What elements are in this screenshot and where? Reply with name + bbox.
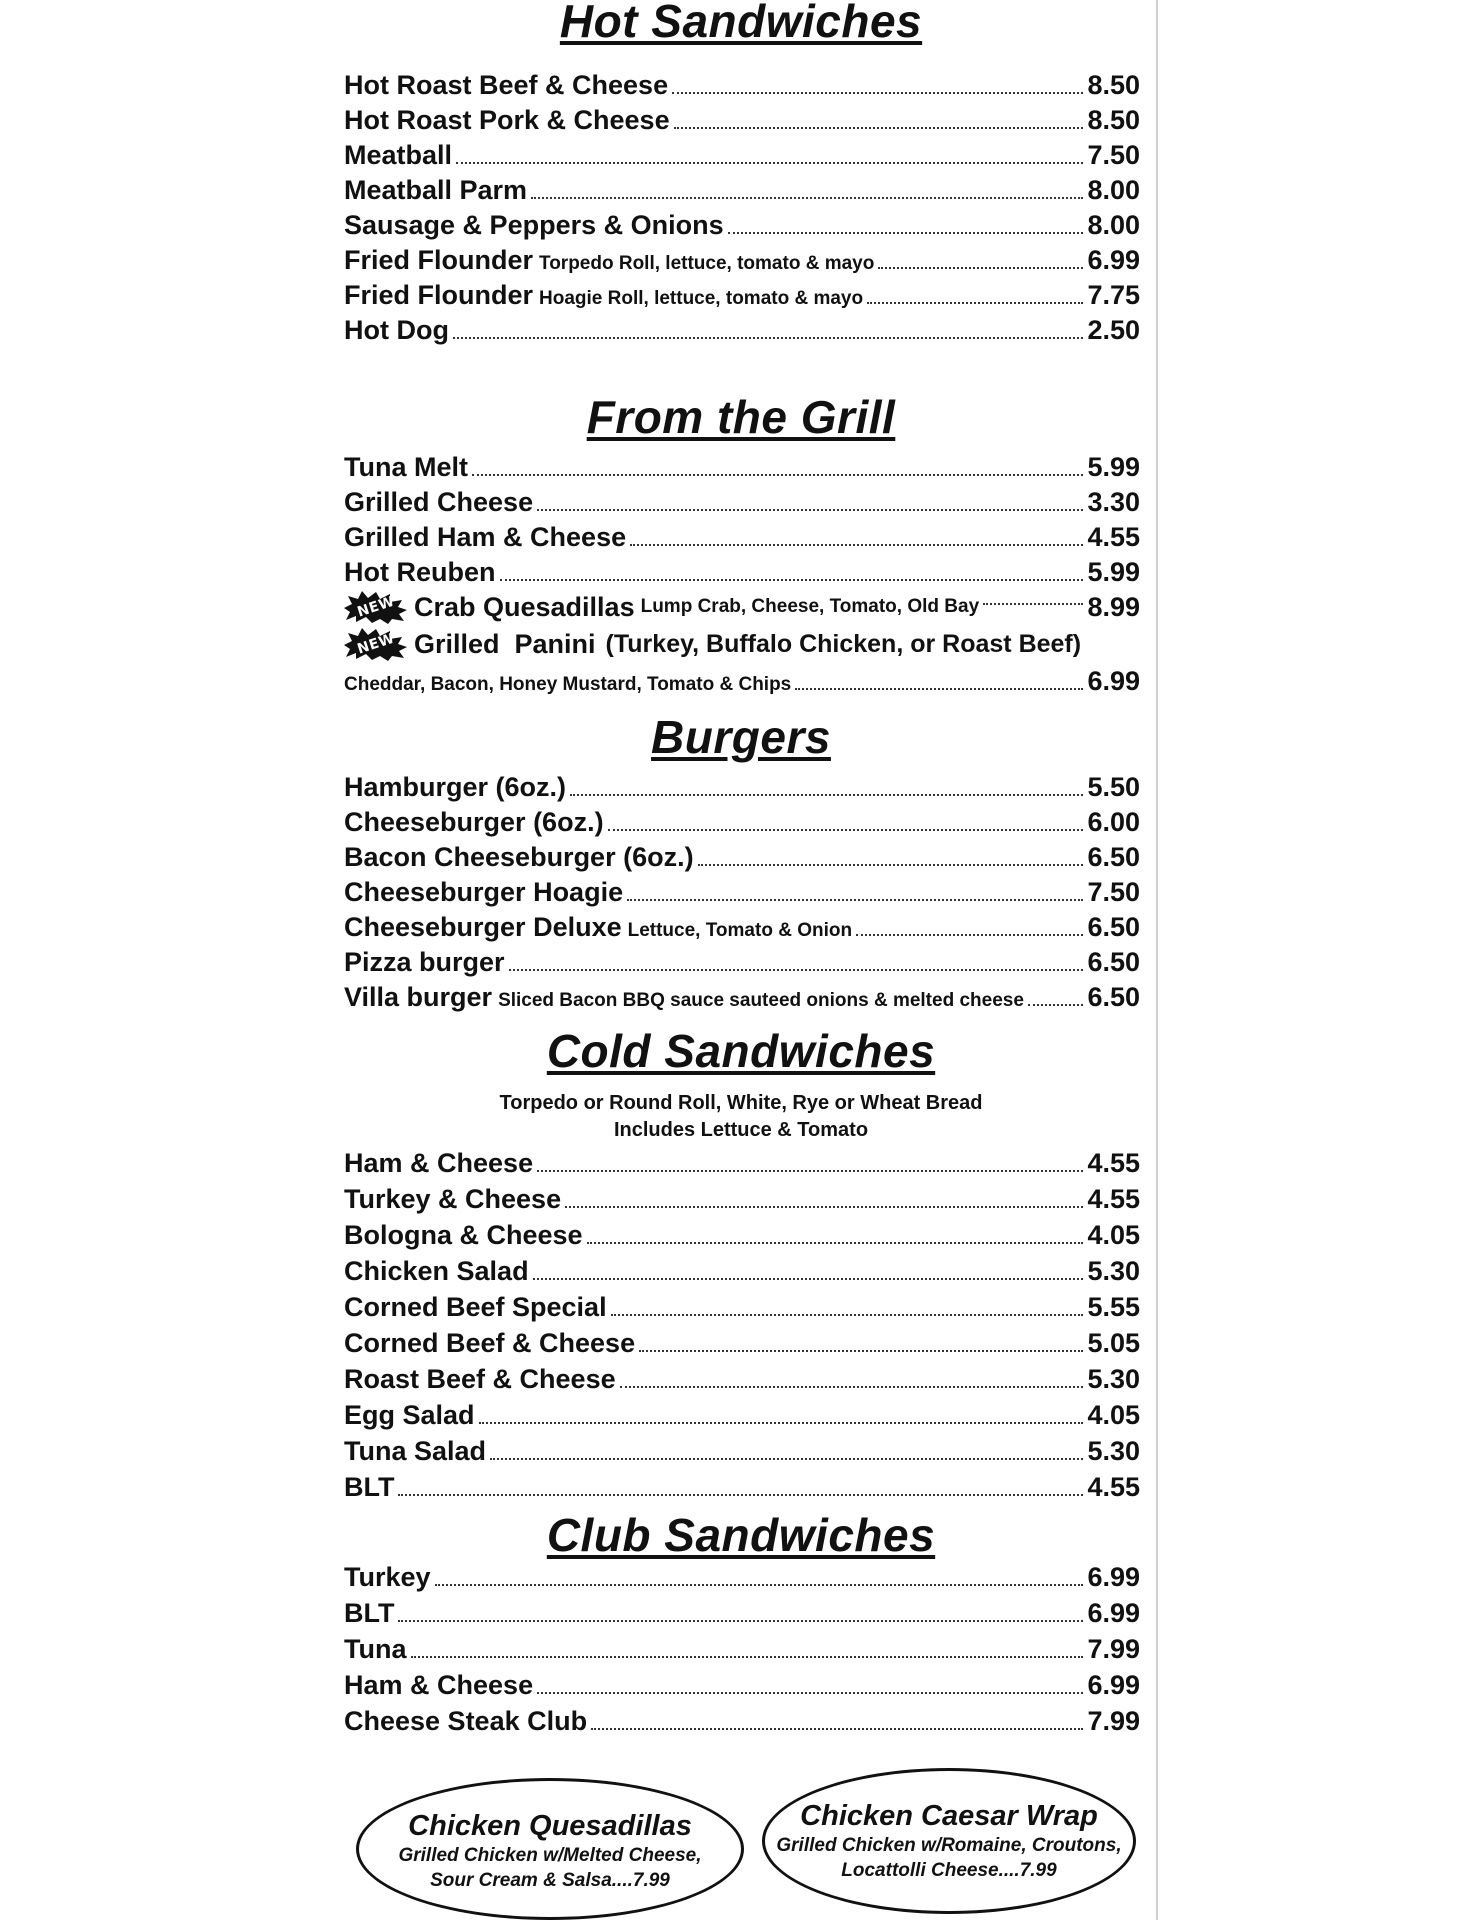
leader-dots <box>435 1584 1084 1586</box>
item-price: 7.99 <box>1087 1634 1140 1664</box>
leader-dots <box>611 1314 1084 1316</box>
item-price: 6.99 <box>1087 666 1140 696</box>
item-price: 6.99 <box>1087 1598 1140 1628</box>
item-name: BLT <box>344 1598 395 1628</box>
item-name: Ham & Cheese <box>344 1148 534 1178</box>
leader-dots <box>608 829 1084 831</box>
item-price: 8.50 <box>1087 105 1140 135</box>
item-name: Hot Roast Pork & Cheese <box>344 105 670 135</box>
item-name: BLT <box>344 1472 395 1502</box>
cold-sandwiches-title: Cold Sandwiches <box>546 1025 936 1077</box>
panini-detail-line <box>344 664 1140 702</box>
menu-item <box>344 1326 1140 1360</box>
leader-dots <box>531 197 1083 199</box>
menu-item <box>344 1596 1140 1630</box>
item-name: Hamburger (6oz.) <box>344 772 567 802</box>
special-line: Grilled Chicken w/Melted Cheese, <box>398 1845 702 1866</box>
menu-item <box>344 805 1140 839</box>
item-price: 6.50 <box>1087 982 1140 1012</box>
menu-item <box>344 555 1140 589</box>
item-price: 5.99 <box>1087 557 1140 587</box>
leader-dots <box>537 1170 1083 1172</box>
item-name: Cheeseburger (6oz.) <box>344 807 604 837</box>
menu-item-crab-quesadillas <box>344 590 1140 624</box>
menu-item <box>344 313 1140 347</box>
leader-dots <box>795 688 1083 690</box>
menu-item <box>344 1398 1140 1432</box>
new-badge-icon: NEW <box>344 590 408 624</box>
special-title: Chicken Quesadillas <box>408 1810 692 1842</box>
leader-dots <box>472 474 1083 476</box>
menu-item <box>344 68 1140 102</box>
item-price: 7.50 <box>1087 140 1140 170</box>
item-description: (Turkey, Buffalo Chicken, or Roast Beef) <box>605 630 1082 658</box>
leader-dots <box>533 1278 1084 1280</box>
item-price: 6.00 <box>1087 807 1140 837</box>
cold-sandwiches-subtitle-2: Includes Lettuce & Tomato <box>613 1119 869 1141</box>
leader-dots <box>490 1458 1083 1460</box>
item-name: Hot Reuben <box>344 557 496 587</box>
item-name: Meatball Parm <box>344 175 528 205</box>
menu-item <box>344 278 1140 316</box>
menu-item <box>344 173 1140 207</box>
item-name: Hot Dog <box>344 315 449 345</box>
menu-item <box>344 485 1140 519</box>
item-price: 4.55 <box>1087 1184 1140 1214</box>
leader-dots <box>537 509 1083 511</box>
leader-dots <box>672 92 1083 94</box>
item-name: Hot Roast Beef & Cheese <box>344 70 669 100</box>
menu-item <box>344 138 1140 172</box>
special-title: Chicken Caesar Wrap <box>800 1800 1098 1832</box>
leader-dots <box>509 969 1084 971</box>
item-price: 6.50 <box>1087 912 1140 942</box>
item-name: Bologna & Cheese <box>344 1220 583 1250</box>
menu-item <box>344 1632 1140 1666</box>
leader-dots <box>674 127 1084 129</box>
leader-dots <box>398 1620 1083 1622</box>
item-price: 7.50 <box>1087 877 1140 907</box>
special-chicken-quesadillas <box>356 1778 744 1920</box>
item-name: Turkey & Cheese <box>344 1184 562 1214</box>
item-name: Meatball <box>344 140 453 170</box>
item-price: 7.99 <box>1087 1706 1140 1736</box>
special-line: Grilled Chicken w/Romaine, Croutons, <box>776 1835 1122 1856</box>
leader-dots <box>587 1242 1084 1244</box>
menu-item <box>344 980 1140 1018</box>
item-price: 5.05 <box>1087 1328 1140 1358</box>
item-price: 5.99 <box>1087 452 1140 482</box>
item-name: Grilled Cheese <box>344 487 534 517</box>
item-name: Fried Flounder <box>344 245 533 275</box>
burgers-title: Burgers <box>651 711 831 763</box>
menu-item <box>344 1560 1140 1594</box>
item-description: Cheddar, Bacon, Honey Mustard, Tomato & Chips <box>344 674 792 695</box>
menu-item <box>344 910 1140 948</box>
leader-dots <box>570 794 1083 796</box>
menu-item <box>344 1182 1140 1216</box>
menu-item <box>344 243 1140 281</box>
leader-dots <box>537 1692 1083 1694</box>
menu-item <box>344 1470 1140 1504</box>
menu-item <box>344 770 1140 804</box>
leader-dots <box>1028 1004 1084 1006</box>
leader-dots <box>878 267 1083 269</box>
item-name: Grilled Panini <box>414 629 596 659</box>
item-description: Lump Crab, Cheese, Tomato, Old Bay <box>640 596 980 617</box>
item-name: Corned Beef & Cheese <box>344 1328 636 1358</box>
item-price: 8.00 <box>1087 210 1140 240</box>
leader-dots <box>630 544 1083 546</box>
item-name: Roast Beef & Cheese <box>344 1364 616 1394</box>
leader-dots <box>565 1206 1083 1208</box>
menu-item <box>344 840 1140 874</box>
leader-dots <box>453 337 1083 339</box>
leader-dots <box>627 899 1083 901</box>
leader-dots <box>479 1422 1084 1424</box>
item-name: Egg Salad <box>344 1400 475 1430</box>
cold-sandwiches-subtitle: Torpedo or Round Roll, White, Rye or Wheat Bread <box>499 1092 983 1114</box>
item-price: 4.55 <box>1087 1148 1140 1178</box>
item-price: 4.05 <box>1087 1220 1140 1250</box>
item-name: Turkey <box>344 1562 431 1592</box>
item-name: Chicken Salad <box>344 1256 529 1286</box>
leader-dots <box>639 1350 1083 1352</box>
menu-item <box>344 450 1140 484</box>
item-price: 5.30 <box>1087 1436 1140 1466</box>
leader-dots <box>398 1494 1083 1496</box>
item-price: 8.50 <box>1087 70 1140 100</box>
special-chicken-caesar-wrap <box>762 1768 1136 1914</box>
item-price: 5.50 <box>1087 772 1140 802</box>
item-name: Cheese Steak Club <box>344 1706 588 1736</box>
menu-item <box>344 945 1140 979</box>
menu-item <box>344 1218 1140 1252</box>
item-name: Tuna Melt <box>344 452 468 482</box>
item-name: Fried Flounder <box>344 280 533 310</box>
menu-item <box>344 1668 1140 1702</box>
item-description: Lettuce, Tomato & Onion <box>627 920 853 941</box>
special-line: Sour Cream & Salsa....7.99 <box>430 1870 670 1891</box>
club-sandwiches-title: Club Sandwiches <box>546 1509 936 1561</box>
menu-item-grilled-panini <box>344 627 1140 661</box>
item-price: 3.30 <box>1087 487 1140 517</box>
item-description: Hoagie Roll, lettuce, tomato & mayo <box>539 288 864 309</box>
item-name: Bacon Cheeseburger (6oz.) <box>344 842 694 872</box>
menu-item <box>344 103 1140 137</box>
new-badge-icon: NEW <box>344 627 408 661</box>
item-price: 8.00 <box>1087 175 1140 205</box>
item-name: Tuna Salad <box>344 1436 487 1466</box>
item-description: Sliced Bacon BBQ sauce sauteed onions & melted cheese <box>498 990 1024 1011</box>
leader-dots <box>456 162 1083 164</box>
item-price: 5.55 <box>1087 1292 1140 1322</box>
menu-item <box>344 875 1140 909</box>
item-price: 4.55 <box>1087 1472 1140 1502</box>
item-price: 6.50 <box>1087 947 1140 977</box>
item-description: Torpedo Roll, lettuce, tomato & mayo <box>539 253 875 274</box>
leader-dots <box>620 1386 1084 1388</box>
item-name: Cheeseburger Deluxe <box>344 912 622 942</box>
item-name: Corned Beef Special <box>344 1292 607 1322</box>
leader-dots <box>411 1656 1084 1658</box>
leader-dots <box>867 302 1083 304</box>
leader-dots <box>500 579 1084 581</box>
item-price: 4.05 <box>1087 1400 1140 1430</box>
menu-item <box>344 520 1140 554</box>
item-price: 6.50 <box>1087 842 1140 872</box>
item-price: 6.99 <box>1087 1562 1140 1592</box>
menu-item <box>344 1434 1140 1468</box>
item-name: Tuna <box>344 1634 407 1664</box>
item-price: 8.99 <box>1087 592 1140 622</box>
item-price: 5.30 <box>1087 1256 1140 1286</box>
menu-item <box>344 1362 1140 1396</box>
item-price: 6.99 <box>1087 245 1140 275</box>
leader-dots <box>591 1728 1083 1730</box>
menu-item <box>344 1290 1140 1324</box>
leader-dots <box>856 934 1083 936</box>
item-name: Crab Quesadillas <box>414 592 635 622</box>
leader-dots <box>698 864 1084 866</box>
item-name: Ham & Cheese <box>344 1670 534 1700</box>
item-price: 4.55 <box>1087 522 1140 552</box>
item-name: Villa burger <box>344 982 493 1012</box>
item-name: Cheeseburger Hoagie <box>344 877 624 907</box>
item-name: Grilled Ham & Cheese <box>344 522 627 552</box>
special-line: Locattolli Cheese....7.99 <box>841 1860 1057 1881</box>
menu-item <box>344 208 1140 242</box>
from-the-grill-title: From the Grill <box>586 391 896 443</box>
item-name: Pizza burger <box>344 947 505 977</box>
item-price: 6.99 <box>1087 1670 1140 1700</box>
menu-item <box>344 1704 1140 1738</box>
item-price: 7.75 <box>1087 280 1140 310</box>
menu-item <box>344 1254 1140 1288</box>
leader-dots <box>728 232 1084 234</box>
menu-page <box>326 0 1158 1920</box>
item-price: 2.50 <box>1087 315 1140 345</box>
menu-item <box>344 1146 1140 1180</box>
item-name: Sausage & Peppers & Onions <box>344 210 724 240</box>
leader-dots <box>983 603 1083 605</box>
hot-sandwiches-title: Hot Sandwiches <box>559 0 923 47</box>
item-price: 5.30 <box>1087 1364 1140 1394</box>
